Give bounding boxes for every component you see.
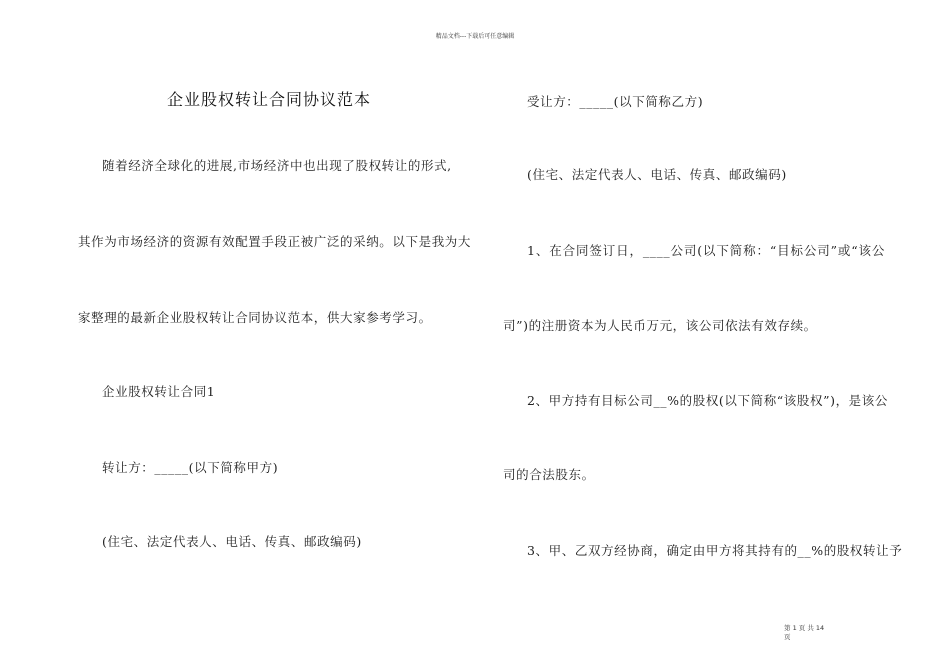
clause-1-line-1: 1、在合同签订日，____公司(以下简称：“目标公司”或“该公 [527,243,885,258]
transferee-line: 受让方：_____(以下简称乙方) [527,94,704,109]
header-note: 精品文档---下载后可任意编辑 [435,33,515,40]
transferor-line: 转让方：_____(以下简称甲方) [102,460,279,475]
transferee-details: (住宅、法定代表人、电话、传真、邮政编码) [527,167,787,182]
intro-line-1: 随着经济全球化的进展,市场经济中也出现了股权转让的形式, [102,158,452,173]
transferor-details: (住宅、法定代表人、电话、传真、邮政编码) [102,534,362,549]
left-column [78,0,472,672]
section-heading: 企业股权转让合同1 [102,384,216,399]
page-number [784,624,844,642]
clause-2-line-1: 2、甲方持有目标公司__%的股权(以下简称“该股权”)，是该公 [527,393,888,408]
right-column [503,0,903,672]
clause-2-line-2: 司的合法股东。 [503,467,595,482]
page-number-line-2: 页 [784,633,791,641]
document-title: 企业股权转让合同协议范本 [166,90,371,109]
intro-line-3: 家整理的最新企业股权转让合同协议范本，供大家参考学习。 [78,310,432,325]
intro-line-2: 其作为市场经济的资源有效配置手段正被广泛的采纳。以下是我为大 [78,234,472,249]
clause-1-line-2: 司”)的注册资本为人民币万元，该公司依法有效存续。 [503,318,817,333]
clause-3-line-1: 3、甲、乙双方经协商，确定由甲方将其持有的__%的股权转让予 [527,543,903,558]
page-number-line-1: 第 1 页 共 14 [784,624,825,632]
